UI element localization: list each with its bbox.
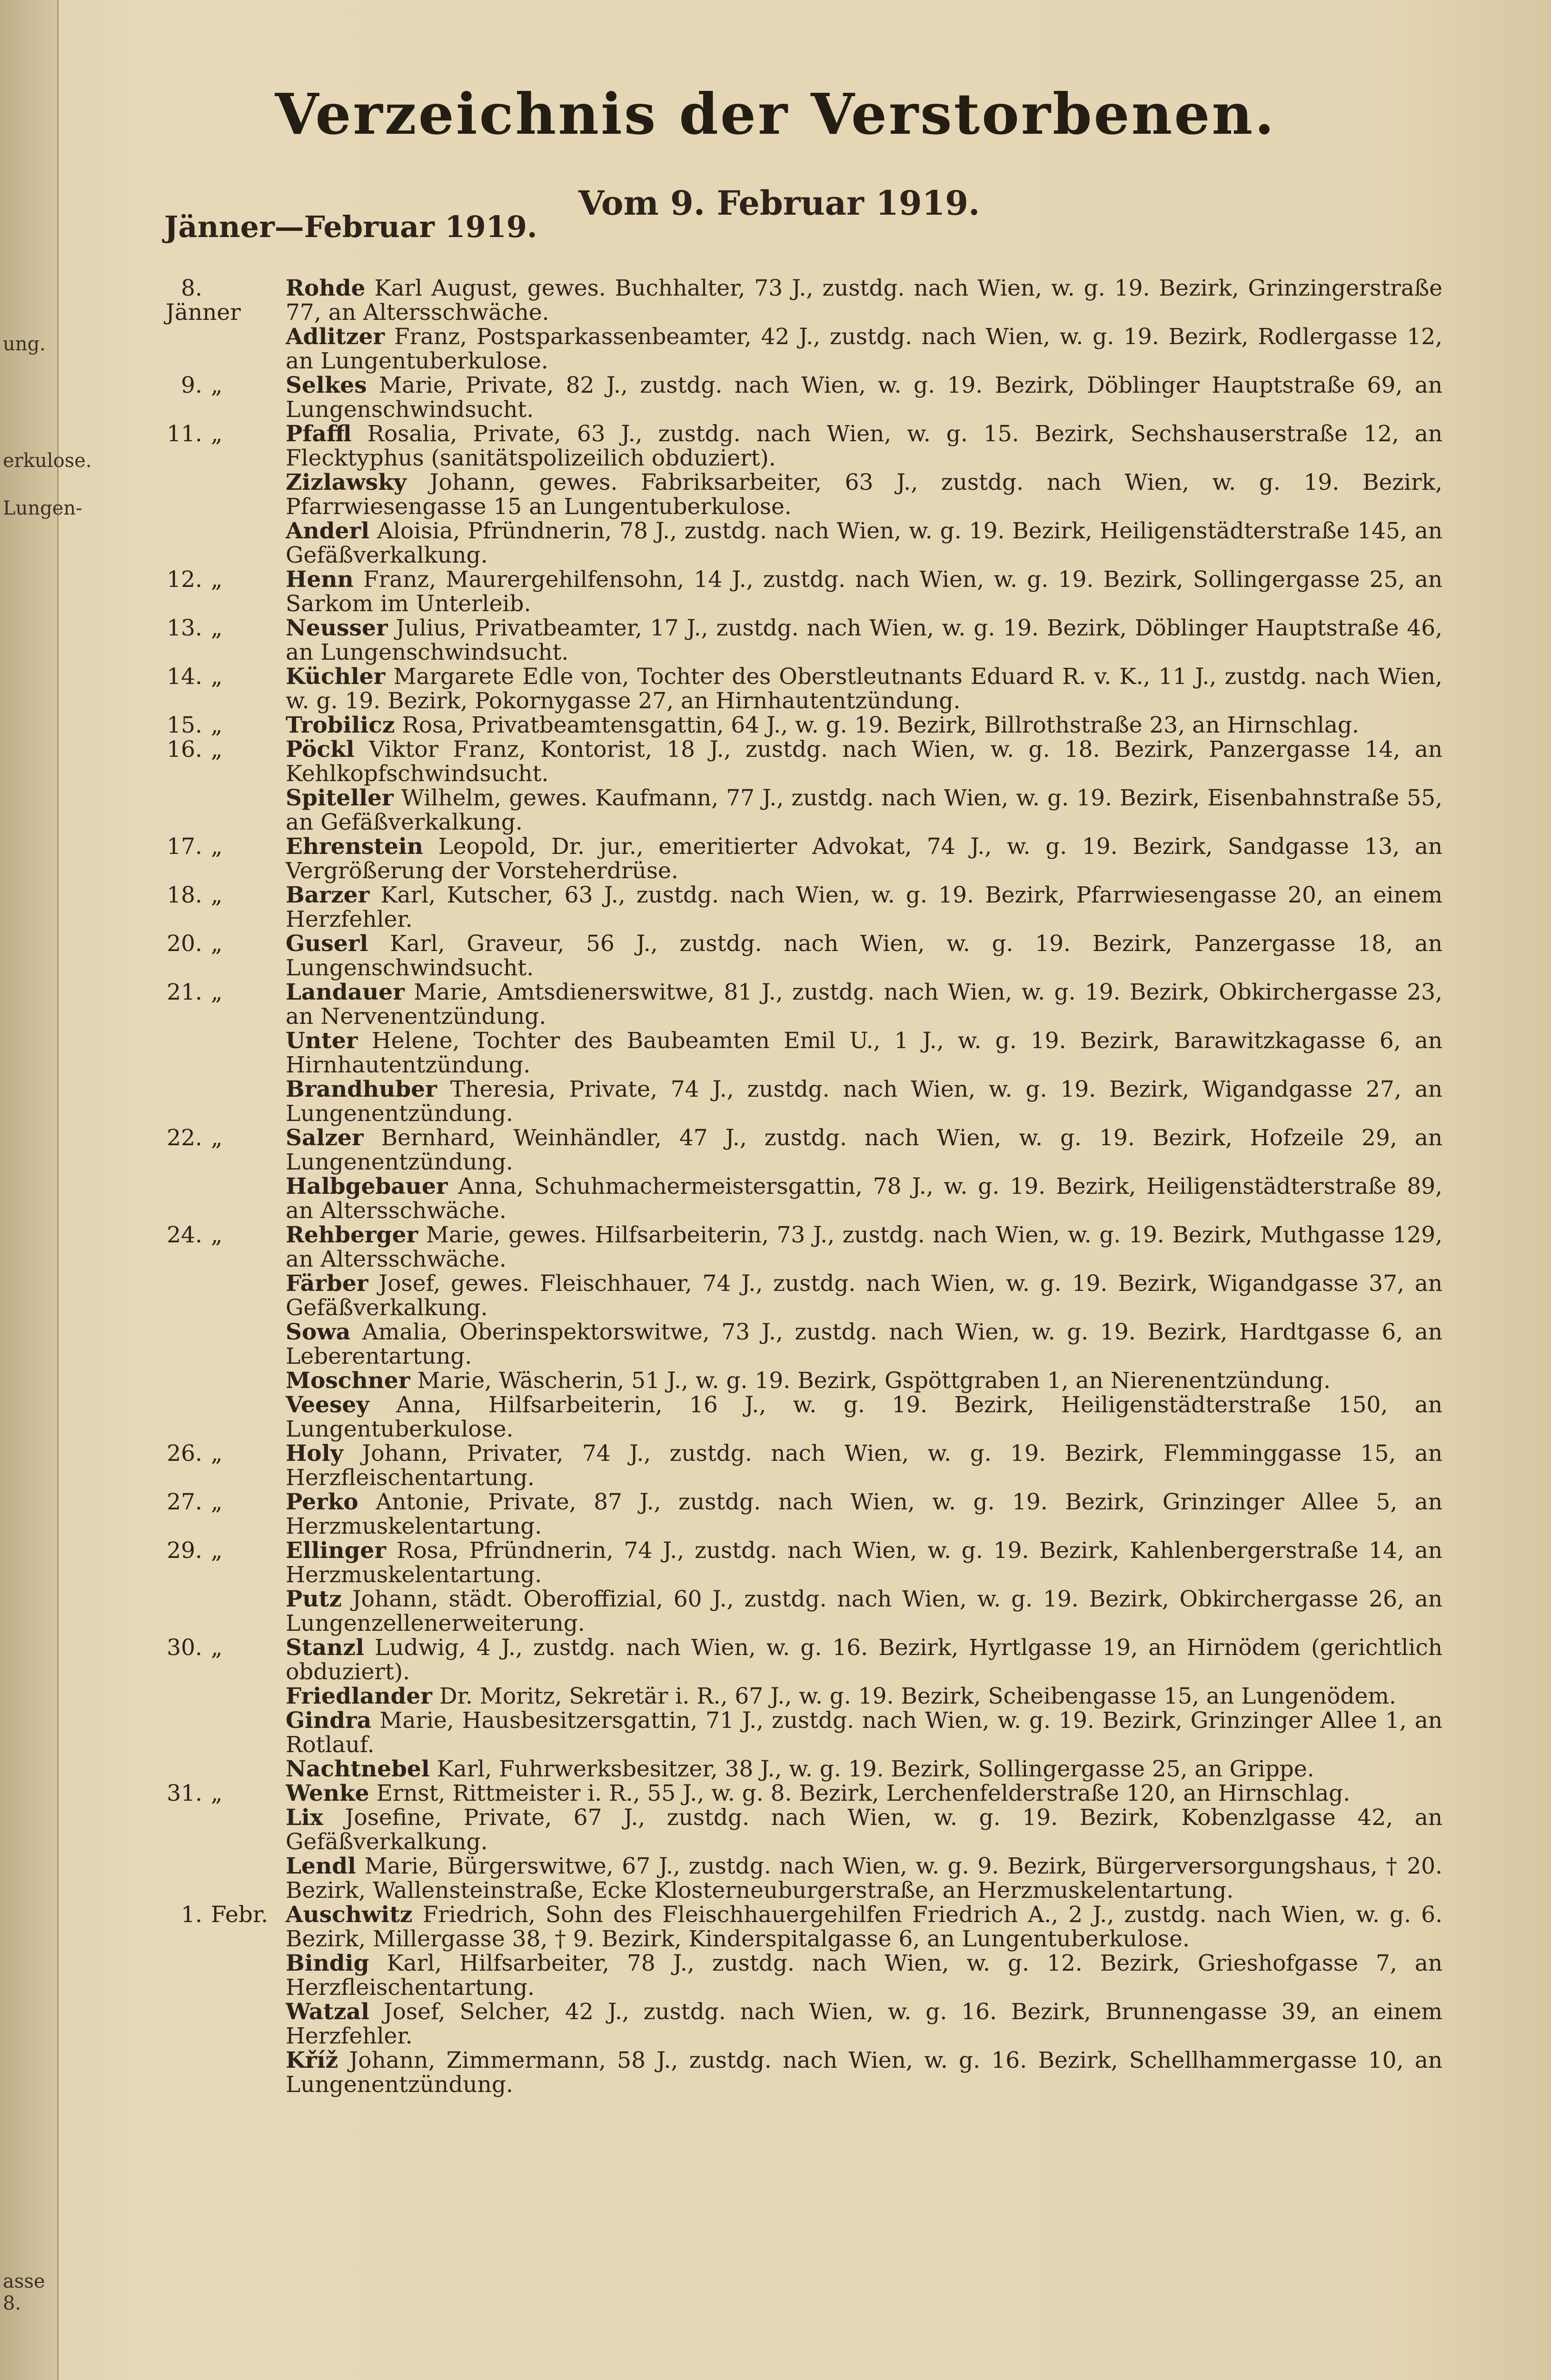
list-item xyxy=(157,786,1442,834)
entry-day: 21. xyxy=(167,979,202,1005)
entry-text xyxy=(286,932,1442,980)
entry-details: Johann, Zimmermann, 58 J., zustdg. nach Wien, w. g. 16. Bezirk, Schellhammergasse 10, an Lungenentzündung. xyxy=(286,2047,1442,2098)
entry-date xyxy=(157,1174,286,1223)
entry-text xyxy=(286,1029,1442,1077)
entry-text xyxy=(286,1951,1442,2000)
entry-surname: Rohde xyxy=(286,275,366,301)
entry-text xyxy=(286,737,1442,786)
entry-date xyxy=(157,1320,286,1368)
list-item xyxy=(157,1029,1442,1077)
entry-month: „ xyxy=(211,1125,223,1151)
list-item xyxy=(157,1587,1442,1636)
entry-text xyxy=(286,1490,1442,1538)
entry-surname: Halbgebauer xyxy=(286,1173,448,1200)
entry-day: 12. xyxy=(167,566,202,593)
entry-surname: Bindig xyxy=(286,1950,369,1976)
list-item xyxy=(157,325,1442,373)
entry-day: 17. xyxy=(167,833,202,860)
entry-details: Leopold, Dr. jur., emeritierter Advokat, 74 J., w. g. 19. Bezirk, Sandgasse 13, an Vergrößerung der Vorsteherdrüse. xyxy=(286,833,1442,884)
entry-details: Wilhelm, gewes. Kaufmann, 77 J., zustdg. nach Wien, w. g. 19. Bezirk, Eisenbahnstraße 55, an Gefäßverkalkung. xyxy=(286,785,1442,835)
entry-month: Jänner xyxy=(166,299,241,326)
entry-surname: Moschner xyxy=(286,1368,410,1394)
entry-date xyxy=(157,616,286,664)
entry-surname: Perko xyxy=(286,1489,358,1515)
entry-surname: Adlitzer xyxy=(286,324,385,350)
entry-surname: Trobilicz xyxy=(286,712,395,738)
entry-month: „ xyxy=(211,979,223,1005)
entry-month: „ xyxy=(211,566,223,593)
entry-details: Karl August, gewes. Buchhalter, 73 J., zustdg. nach Wien, w. g. 19. Bezirk, Grinzingerstraße 77, an Altersschwäche. xyxy=(286,275,1442,326)
entry-date xyxy=(157,1708,286,1757)
entry-surname: Landauer xyxy=(286,979,405,1005)
entry-details: Johann, städt. Oberoffizial, 60 J., zustdg. nach Wien, w. g. 19. Bezirk, Obkirchergasse 26, an Lungenzellenerweiterung. xyxy=(286,1586,1442,1636)
list-item xyxy=(157,1951,1442,2000)
list-item xyxy=(157,1636,1442,1684)
entry-date xyxy=(157,373,286,422)
list-item xyxy=(157,1757,1442,1781)
list-item xyxy=(157,1271,1442,1320)
entry-month: „ xyxy=(211,1222,223,1248)
entry-text xyxy=(286,1854,1442,1903)
entry-day: 27. xyxy=(167,1489,202,1515)
entry-text xyxy=(286,567,1442,616)
margin-fragment: Lungen- xyxy=(3,497,82,519)
margin-fragment: asse 8. xyxy=(3,2271,45,2314)
entry-surname: Ehrenstein xyxy=(286,833,423,860)
entry-month: „ xyxy=(211,1440,223,1467)
entry-surname: Wenke xyxy=(286,1780,369,1806)
entry-surname: Neusser xyxy=(286,615,388,641)
entry-details: Josef, Selcher, 42 J., zustdg. nach Wien, w. g. 16. Bezirk, Brunnengasse 39, an einem Herzfehler. xyxy=(286,1999,1442,2049)
entry-date xyxy=(157,980,286,1029)
entry-surname: Zizlawsky xyxy=(286,469,407,496)
entry-month: „ xyxy=(211,372,223,398)
entry-date xyxy=(157,1538,286,1587)
entry-surname: Stanzl xyxy=(286,1635,364,1661)
entry-surname: Barzer xyxy=(286,882,370,908)
entry-day: 14. xyxy=(167,664,202,690)
entry-month: „ xyxy=(211,1489,223,1515)
entry-date xyxy=(157,1587,286,1636)
entry-month: „ xyxy=(211,833,223,860)
entry-month: „ xyxy=(211,615,223,641)
list-item xyxy=(157,373,1442,422)
entry-surname: Spiteller xyxy=(286,785,394,811)
entry-date xyxy=(157,1223,286,1271)
entry-details: Marie, Private, 82 J., zustdg. nach Wien, w. g. 19. Bezirk, Döblinger Hauptstraße 69, an Lungenschwindsucht. xyxy=(286,372,1442,423)
entry-text xyxy=(286,834,1442,883)
list-item xyxy=(157,1805,1442,1854)
entry-text xyxy=(286,1684,1442,1708)
entry-date xyxy=(157,1903,286,1951)
entry-text xyxy=(286,1805,1442,1854)
entry-month: „ xyxy=(211,931,223,957)
entry-date xyxy=(157,1271,286,1320)
entry-month: „ xyxy=(211,1635,223,1661)
entry-details: Amalia, Oberinspektorswitwe, 73 J., zustdg. nach Wien, w. g. 19. Bezirk, Hardtgasse 6, an Leberentartung. xyxy=(286,1319,1442,1369)
entry-surname: Veesey xyxy=(286,1392,369,1418)
entry-surname: Sowa xyxy=(286,1319,351,1345)
entry-text xyxy=(286,1320,1442,1368)
entry-date xyxy=(157,737,286,786)
entry-text xyxy=(286,1393,1442,1441)
entry-day: 30. xyxy=(167,1635,202,1661)
entry-surname: Nachtnebel xyxy=(286,1756,430,1782)
margin-fragment: erkulose. xyxy=(3,450,92,472)
entry-surname: Küchler xyxy=(286,664,386,690)
entry-date xyxy=(157,422,286,470)
margin-fragment: ung. xyxy=(3,333,46,355)
entry-date xyxy=(157,567,286,616)
list-item xyxy=(157,1903,1442,1951)
entry-details: Rosa, Privatbeamtensgattin, 64 J., w. g. 19. Bezirk, Billrothstraße 23, an Hirnschlag. xyxy=(402,712,1359,738)
list-item xyxy=(157,1174,1442,1223)
entry-surname: Lix xyxy=(286,1805,323,1831)
date-heading: Vom 9. Februar 1919. xyxy=(578,183,980,223)
entry-details: Marie, gewes. Hilfsarbeiterin, 73 J., zustdg. nach Wien, w. g. 19. Bezirk, Muthgasse 129, an Altersschwäche. xyxy=(286,1222,1442,1272)
entry-month: Febr. xyxy=(211,1902,268,1928)
entry-surname: Watzal xyxy=(286,1999,369,2025)
entry-surname: Putz xyxy=(286,1586,342,1612)
list-item xyxy=(157,1854,1442,1903)
list-item xyxy=(157,713,1442,737)
entry-surname: Guserl xyxy=(286,931,368,957)
entry-surname: Pfaffl xyxy=(286,421,352,447)
entry-details: Marie, Wäscherin, 51 J., w. g. 19. Bezirk, Gspöttgraben 1, an Nierenentzündung. xyxy=(417,1368,1331,1394)
entry-date xyxy=(157,1029,286,1077)
entry-surname: Färber xyxy=(286,1270,368,1297)
entry-surname: Henn xyxy=(286,566,354,593)
entry-text xyxy=(286,2048,1442,2097)
list-item xyxy=(157,519,1442,567)
entry-day: 9. xyxy=(181,372,202,398)
entry-date xyxy=(157,2048,286,2097)
entry-surname: Selkes xyxy=(286,372,367,398)
entry-text xyxy=(286,616,1442,664)
entry-date xyxy=(157,1757,286,1781)
entry-details: Theresia, Private, 74 J., zustdg. nach Wien, w. g. 19. Bezirk, Wigandgasse 27, an Lungenentzündung. xyxy=(286,1076,1442,1127)
entry-details: Rosa, Pfründnerin, 74 J., zustdg. nach Wien, w. g. 19. Bezirk, Kahlenbergerstraße 14, an Herzmuskelentartung. xyxy=(286,1537,1442,1588)
entry-details: Johann, Privater, 74 J., zustdg. nach Wien, w. g. 19. Bezirk, Flemminggasse 15, an Herzfleischentartung. xyxy=(286,1440,1442,1491)
period-heading: Jänner—Februar 1919. xyxy=(164,209,537,244)
entry-text xyxy=(286,373,1442,422)
entry-details: Josefine, Private, 67 J., zustdg. nach Wien, w. g. 19. Bezirk, Kobenzlgasse 42, an Gefäßverkalkung. xyxy=(286,1805,1442,1855)
entry-date xyxy=(157,1393,286,1441)
entry-text xyxy=(286,1223,1442,1271)
list-item xyxy=(157,1441,1442,1490)
entry-date xyxy=(157,1951,286,2000)
entry-surname: Pöckl xyxy=(286,736,355,763)
entry-details: Ernst, Rittmeister i. R., 55 J., w. g. 8. Bezirk, Lerchenfelderstraße 120, an Hirnschlag. xyxy=(376,1780,1351,1806)
entry-details: Marie, Bürgerswitwe, 67 J., zustdg. nach Wien, w. g. 9. Bezirk, Bürgerversorgungshaus, † 20. Bezirk, Wallensteinstraße, Ecke Klosterneuburgerstraße, an Herzmuskelentartung. xyxy=(286,1853,1442,1904)
entry-text xyxy=(286,1903,1442,1951)
entry-details: Karl, Fuhrwerksbesitzer, 38 J., w. g. 19. Bezirk, Sollingergasse 25, an Grippe. xyxy=(437,1756,1314,1782)
entry-day: 13. xyxy=(167,615,202,641)
entry-text xyxy=(286,883,1442,932)
list-item xyxy=(157,2048,1442,2097)
entry-surname: Anderl xyxy=(286,518,370,544)
entry-surname: Friedlander xyxy=(286,1683,432,1709)
list-item xyxy=(157,932,1442,980)
list-item xyxy=(157,737,1442,786)
entry-month: „ xyxy=(211,421,223,447)
list-item xyxy=(157,1538,1442,1587)
entry-date xyxy=(157,932,286,980)
entry-details: Karl, Kutscher, 63 J., zustdg. nach Wien, w. g. 19. Bezirk, Pfarrwiesengasse 20, an einem Herzfehler. xyxy=(286,882,1442,932)
list-item xyxy=(157,1126,1442,1174)
entry-surname: Gindra xyxy=(286,1707,372,1734)
entry-surname: Kříž xyxy=(286,2047,338,2073)
deceased-list xyxy=(157,276,1442,2097)
entry-text xyxy=(286,1126,1442,1174)
list-item xyxy=(157,567,1442,616)
entry-day: 24. xyxy=(167,1222,202,1248)
entry-month: „ xyxy=(211,1537,223,1564)
entry-details: Anna, Schuhmachermeistersgattin, 78 J., w. g. 19. Bezirk, Heiligenstädterstraße 89, an Altersschwäche. xyxy=(286,1173,1442,1224)
entry-text xyxy=(286,470,1442,519)
list-item xyxy=(157,1223,1442,1271)
entry-text xyxy=(286,1174,1442,1223)
entry-text xyxy=(286,664,1442,713)
entry-text xyxy=(286,1441,1442,1490)
entry-details: Antonie, Private, 87 J., zustdg. nach Wien, w. g. 19. Bezirk, Grinzinger Allee 5, an Herzmuskelentartung. xyxy=(286,1489,1442,1539)
entry-details: Karl, Graveur, 56 J., zustdg. nach Wien, w. g. 19. Bezirk, Panzergasse 18, an Lungenschwindsucht. xyxy=(286,931,1442,981)
entry-date xyxy=(157,470,286,519)
entry-text xyxy=(286,519,1442,567)
entry-day: 16. xyxy=(167,736,202,763)
entry-text xyxy=(286,1757,1442,1781)
entry-details: Ludwig, 4 J., zustdg. nach Wien, w. g. 16. Bezirk, Hyrtlgasse 19, an Hirnödem (gerichtlich obduziert). xyxy=(286,1635,1442,1685)
list-item xyxy=(157,883,1442,932)
entry-details: Julius, Privatbeamter, 17 J., zustdg. nach Wien, w. g. 19. Bezirk, Döblinger Hauptstraße 46, an Lungenschwindsucht. xyxy=(286,615,1442,665)
entry-day: 22. xyxy=(167,1125,202,1151)
entry-month: „ xyxy=(211,736,223,763)
entry-surname: Auschwitz xyxy=(286,1902,413,1928)
entry-day: 15. xyxy=(167,712,202,738)
entry-date xyxy=(157,1805,286,1854)
entry-date xyxy=(157,276,286,325)
entry-text xyxy=(286,1708,1442,1757)
entry-month: „ xyxy=(211,664,223,690)
entry-surname: Rehberger xyxy=(286,1222,418,1248)
entry-date xyxy=(157,883,286,932)
entry-details: Dr. Moritz, Sekretär i. R., 67 J., w. g. 19. Bezirk, Scheibengasse 15, an Lungenödem. xyxy=(439,1683,1396,1709)
list-item xyxy=(157,1368,1442,1393)
entry-month: „ xyxy=(211,882,223,908)
entry-date xyxy=(157,1368,286,1393)
list-item xyxy=(157,1393,1442,1441)
entry-details: Rosalia, Private, 63 J., zustdg. nach Wien, w. g. 15. Bezirk, Sechshauserstraße 12, an Flecktyphus (sanitätspolizeilich obduziert). xyxy=(286,421,1442,471)
list-item xyxy=(157,470,1442,519)
entry-text xyxy=(286,1538,1442,1587)
entry-text xyxy=(286,276,1442,325)
list-item xyxy=(157,422,1442,470)
list-item xyxy=(157,1781,1442,1805)
entry-date xyxy=(157,1684,286,1708)
entry-details: Marie, Hausbesitzersgattin, 71 J., zustdg. nach Wien, w. g. 19. Bezirk, Grinzinger Allee 1, an Rotlauf. xyxy=(286,1707,1442,1758)
entry-date xyxy=(157,1636,286,1684)
entry-day: 31. xyxy=(167,1780,202,1806)
entry-date xyxy=(157,1126,286,1174)
entry-date xyxy=(157,834,286,883)
list-item xyxy=(157,1490,1442,1538)
entry-text xyxy=(286,1781,1442,1805)
entry-text xyxy=(286,1636,1442,1684)
entry-surname: Brandhuber xyxy=(286,1076,437,1102)
entry-text xyxy=(286,2000,1442,2048)
entry-text xyxy=(286,713,1442,737)
entry-month: „ xyxy=(211,712,223,738)
entry-day: 11. xyxy=(167,421,202,447)
entry-text xyxy=(286,786,1442,834)
entry-date xyxy=(157,1077,286,1126)
entry-surname: Unter xyxy=(286,1028,358,1054)
entry-details: Anna, Hilfsarbeiterin, 16 J., w. g. 19. Bezirk, Heiligenstädterstraße 150, an Lungentuberkulose. xyxy=(286,1392,1442,1442)
entry-details: Marie, Amtsdienerswitwe, 81 J., zustdg. nach Wien, w. g. 19. Bezirk, Obkirchergasse 23, an Nervenentzündung. xyxy=(286,979,1442,1030)
list-item xyxy=(157,1077,1442,1126)
entry-surname: Holy xyxy=(286,1440,343,1467)
entry-date xyxy=(157,1441,286,1490)
entry-details: Helene, Tochter des Baubeamten Emil U., 1 J., w. g. 19. Bezirk, Barawitzkagasse 6, an Hirnhautentzündung. xyxy=(286,1028,1442,1078)
list-item xyxy=(157,834,1442,883)
entry-text xyxy=(286,980,1442,1029)
entry-details: Bernhard, Weinhändler, 47 J., zustdg. nach Wien, w. g. 19. Bezirk, Hofzeile 29, an Lungenentzündung. xyxy=(286,1125,1442,1175)
entry-details: Friedrich, Sohn des Fleischhauergehilfen Friedrich A., 2 J., zustdg. nach Wien, w. g. 6. Bezirk, Millergasse 38, † 9. Bezirk, Kinderspitalgasse 6, an Lungentuberkulose. xyxy=(286,1902,1442,1952)
entry-details: Franz, Postsparkassenbeamter, 42 J., zustdg. nach Wien, w. g. 19. Bezirk, Rodlergasse 12, an Lungentuberkulose. xyxy=(286,324,1442,374)
entry-date xyxy=(157,1781,286,1805)
entry-details: Karl, Hilfsarbeiter, 78 J., zustdg. nach Wien, w. g. 12. Bezirk, Grieshofgasse 7, an Herzfleischentartung. xyxy=(286,1950,1442,2001)
page-title: Verzeichnis der Verstorbenen. xyxy=(275,81,1276,147)
list-item xyxy=(157,276,1442,325)
entry-day: 18. xyxy=(167,882,202,908)
entry-surname: Ellinger xyxy=(286,1537,387,1564)
list-item xyxy=(157,2000,1442,2048)
entry-day: 20. xyxy=(167,931,202,957)
list-item xyxy=(157,1684,1442,1708)
entry-date xyxy=(157,713,286,737)
entry-details: Johann, gewes. Fabriksarbeiter, 63 J., zustdg. nach Wien, w. g. 19. Bezirk, Pfarrwiesengasse 15 an Lungentuberkulose. xyxy=(286,469,1442,520)
entry-date xyxy=(157,2000,286,2048)
entry-day: 1. xyxy=(181,1902,202,1928)
entry-details: Franz, Maurergehilfensohn, 14 J., zustdg. nach Wien, w. g. 19. Bezirk, Sollingergasse 25, an Sarkom im Unterleib. xyxy=(286,566,1442,617)
entry-text xyxy=(286,1271,1442,1320)
entry-surname: Lendl xyxy=(286,1853,356,1879)
entry-details: Viktor Franz, Kontorist, 18 J., zustdg. nach Wien, w. g. 18. Bezirk, Panzergasse 14, an Kehlkopfschwindsucht. xyxy=(286,736,1442,787)
list-item xyxy=(157,664,1442,713)
entry-text xyxy=(286,1368,1442,1393)
entry-date xyxy=(157,1854,286,1903)
entry-date xyxy=(157,519,286,567)
entry-date xyxy=(157,786,286,834)
list-item xyxy=(157,1320,1442,1368)
entry-text xyxy=(286,325,1442,373)
entry-text xyxy=(286,1077,1442,1126)
entry-day: 29. xyxy=(167,1537,202,1564)
entry-text xyxy=(286,422,1442,470)
entry-details: Margarete Edle von, Tochter des Oberstleutnants Eduard R. v. K., 11 J., zustdg. nach Wien, w. g. 19. Bezirk, Pokornygasse 27, an Hirnhautentzündung. xyxy=(286,664,1442,714)
entry-date xyxy=(157,664,286,713)
entry-surname: Salzer xyxy=(286,1125,364,1151)
entry-date xyxy=(157,325,286,373)
previous-page-edge xyxy=(0,0,92,2380)
entry-text xyxy=(286,1587,1442,1636)
entry-day: 26. xyxy=(167,1440,202,1467)
list-item xyxy=(157,1708,1442,1757)
list-item xyxy=(157,616,1442,664)
entry-details: Aloisia, Pfründnerin, 78 J., zustdg. nach Wien, w. g. 19. Bezirk, Heiligenstädterstraße 145, an Gefäßverkalkung. xyxy=(286,518,1442,568)
entry-day: 8. xyxy=(181,275,202,301)
list-item xyxy=(157,980,1442,1029)
entry-month: „ xyxy=(211,1780,223,1806)
entry-date xyxy=(157,1490,286,1538)
entry-details: Josef, gewes. Fleischhauer, 74 J., zustdg. nach Wien, w. g. 19. Bezirk, Wigandgasse 37, an Gefäßverkalkung. xyxy=(286,1270,1442,1321)
